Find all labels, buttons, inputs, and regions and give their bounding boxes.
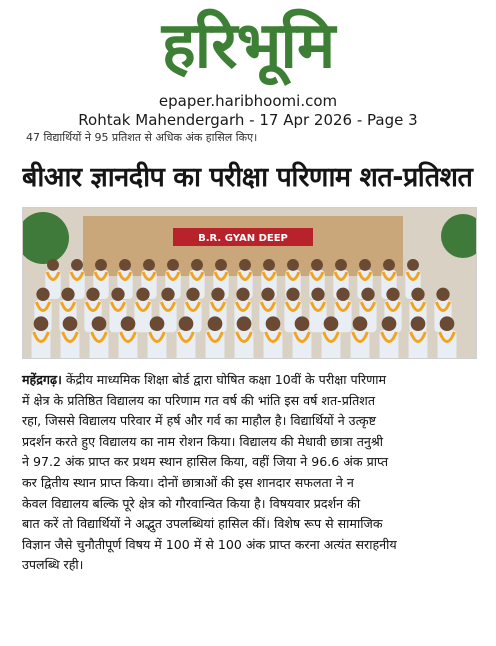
dateline: महेंद्रगढ़। [22, 372, 62, 387]
students-group-photo [23, 208, 477, 359]
student-head [121, 316, 136, 331]
article-headline: बीआर ज्ञानदीप का परीक्षा परिणाम शत-प्रतिशत [22, 162, 473, 193]
previous-article-fragment: 47 विद्यार्थियों ने 95 प्रतिशत से अधिक अंक हासिल किए। [26, 131, 258, 144]
student-head [411, 316, 426, 331]
student-head [353, 316, 368, 331]
student-head [295, 316, 310, 331]
student-head [311, 288, 324, 301]
student-head [191, 259, 203, 271]
masthead [0, 0, 496, 92]
student-head [95, 259, 107, 271]
student-head [161, 288, 174, 301]
student-head [63, 316, 78, 331]
student-head [382, 316, 397, 331]
student-head [336, 288, 349, 301]
students-crowd [32, 259, 457, 359]
article-photo [22, 207, 477, 359]
student-head [136, 288, 149, 301]
student-head [261, 288, 274, 301]
student-head [335, 259, 347, 271]
student-head [411, 288, 424, 301]
student-head [92, 316, 107, 331]
student-head [239, 259, 251, 271]
story-line-9: विज्ञान जैसे चुनौतीपूर्ण विषय में 100 में से 100 अंक प्राप्त करना अत्यंत सराहनीय [22, 536, 397, 552]
story-line-7: केवल विद्यालय बल्कि पूरे क्षेत्र को गौरवान्वित किया है। विषयवार प्रदर्शन की [22, 495, 361, 511]
student-head [111, 288, 124, 301]
student-head [186, 288, 199, 301]
student-head [361, 288, 374, 301]
student-head [440, 316, 455, 331]
student-head [34, 316, 49, 331]
story-line-5: ने 97.2 अंक प्राप्त कर प्रथम स्थान हासिल किया, वहीं जिया ने 96.6 अंक प्राप्त [22, 454, 389, 470]
student-head [407, 259, 419, 271]
student-head [263, 259, 275, 271]
newspaper-logo[interactable]: हरिभूमि [161, 9, 335, 83]
student-head [167, 259, 179, 271]
student-head [311, 259, 323, 271]
student-head [71, 259, 83, 271]
story-line-3: रहा, जिससे विद्यालय परिवार में हर्ष और गर्व का माहौल है। विद्यार्थियों ने उत्कृष्ट [22, 413, 377, 429]
student-head [208, 316, 223, 331]
student-head [237, 316, 252, 331]
story-line-8: बात करें तो विद्यार्थियों ने अद्भुत उपलब्धियां हासिल कीं। विशेष रूप से सामाजिक [22, 516, 383, 532]
student-head [211, 288, 224, 301]
student-head [36, 288, 49, 301]
student-head [119, 259, 131, 271]
student-head [266, 316, 281, 331]
student-head [286, 288, 299, 301]
student-head [359, 259, 371, 271]
student-head [215, 259, 227, 271]
banner-text: B.R. GYAN DEEP [198, 233, 288, 244]
edition-info: Rohtak Mahendergarh - 17 Apr 2026 - Page 3 [78, 111, 418, 129]
story-line-1: केंद्रीय माध्यमिक शिक्षा बोर्ड द्वारा घोषित कक्षा 10वीं के परीक्षा परिणाम [61, 372, 387, 387]
student-head [324, 316, 339, 331]
student-head [383, 259, 395, 271]
story-line-10: उपलब्धि रही। [22, 557, 84, 573]
story-line-4: प्रदर्शन करते हुए विद्यालय का नाम रोशन किया। विद्यालय की मेधावी छात्रा तनुश्री [22, 433, 384, 449]
student-head [179, 316, 194, 331]
student-head [86, 288, 99, 301]
student-head [436, 288, 449, 301]
student-head [287, 259, 299, 271]
student-head [61, 288, 74, 301]
story-line-2: में क्षेत्र के प्रतिष्ठित विद्यालय का परिणाम गत वर्ष की भांति इस वर्ष शत-प्रतिशत [22, 392, 376, 408]
student-head [150, 316, 165, 331]
student-head [143, 259, 155, 271]
article-body [22, 370, 478, 576]
story-line-6: कर द्वितीय स्थान प्राप्त किया। दोनों छात्राओं की इस शानदार सफलता ने न [22, 474, 354, 490]
epaper-url[interactable]: epaper.haribhoomi.com [158, 92, 338, 110]
student-head [386, 288, 399, 301]
student-head [236, 288, 249, 301]
student-head [47, 259, 59, 271]
